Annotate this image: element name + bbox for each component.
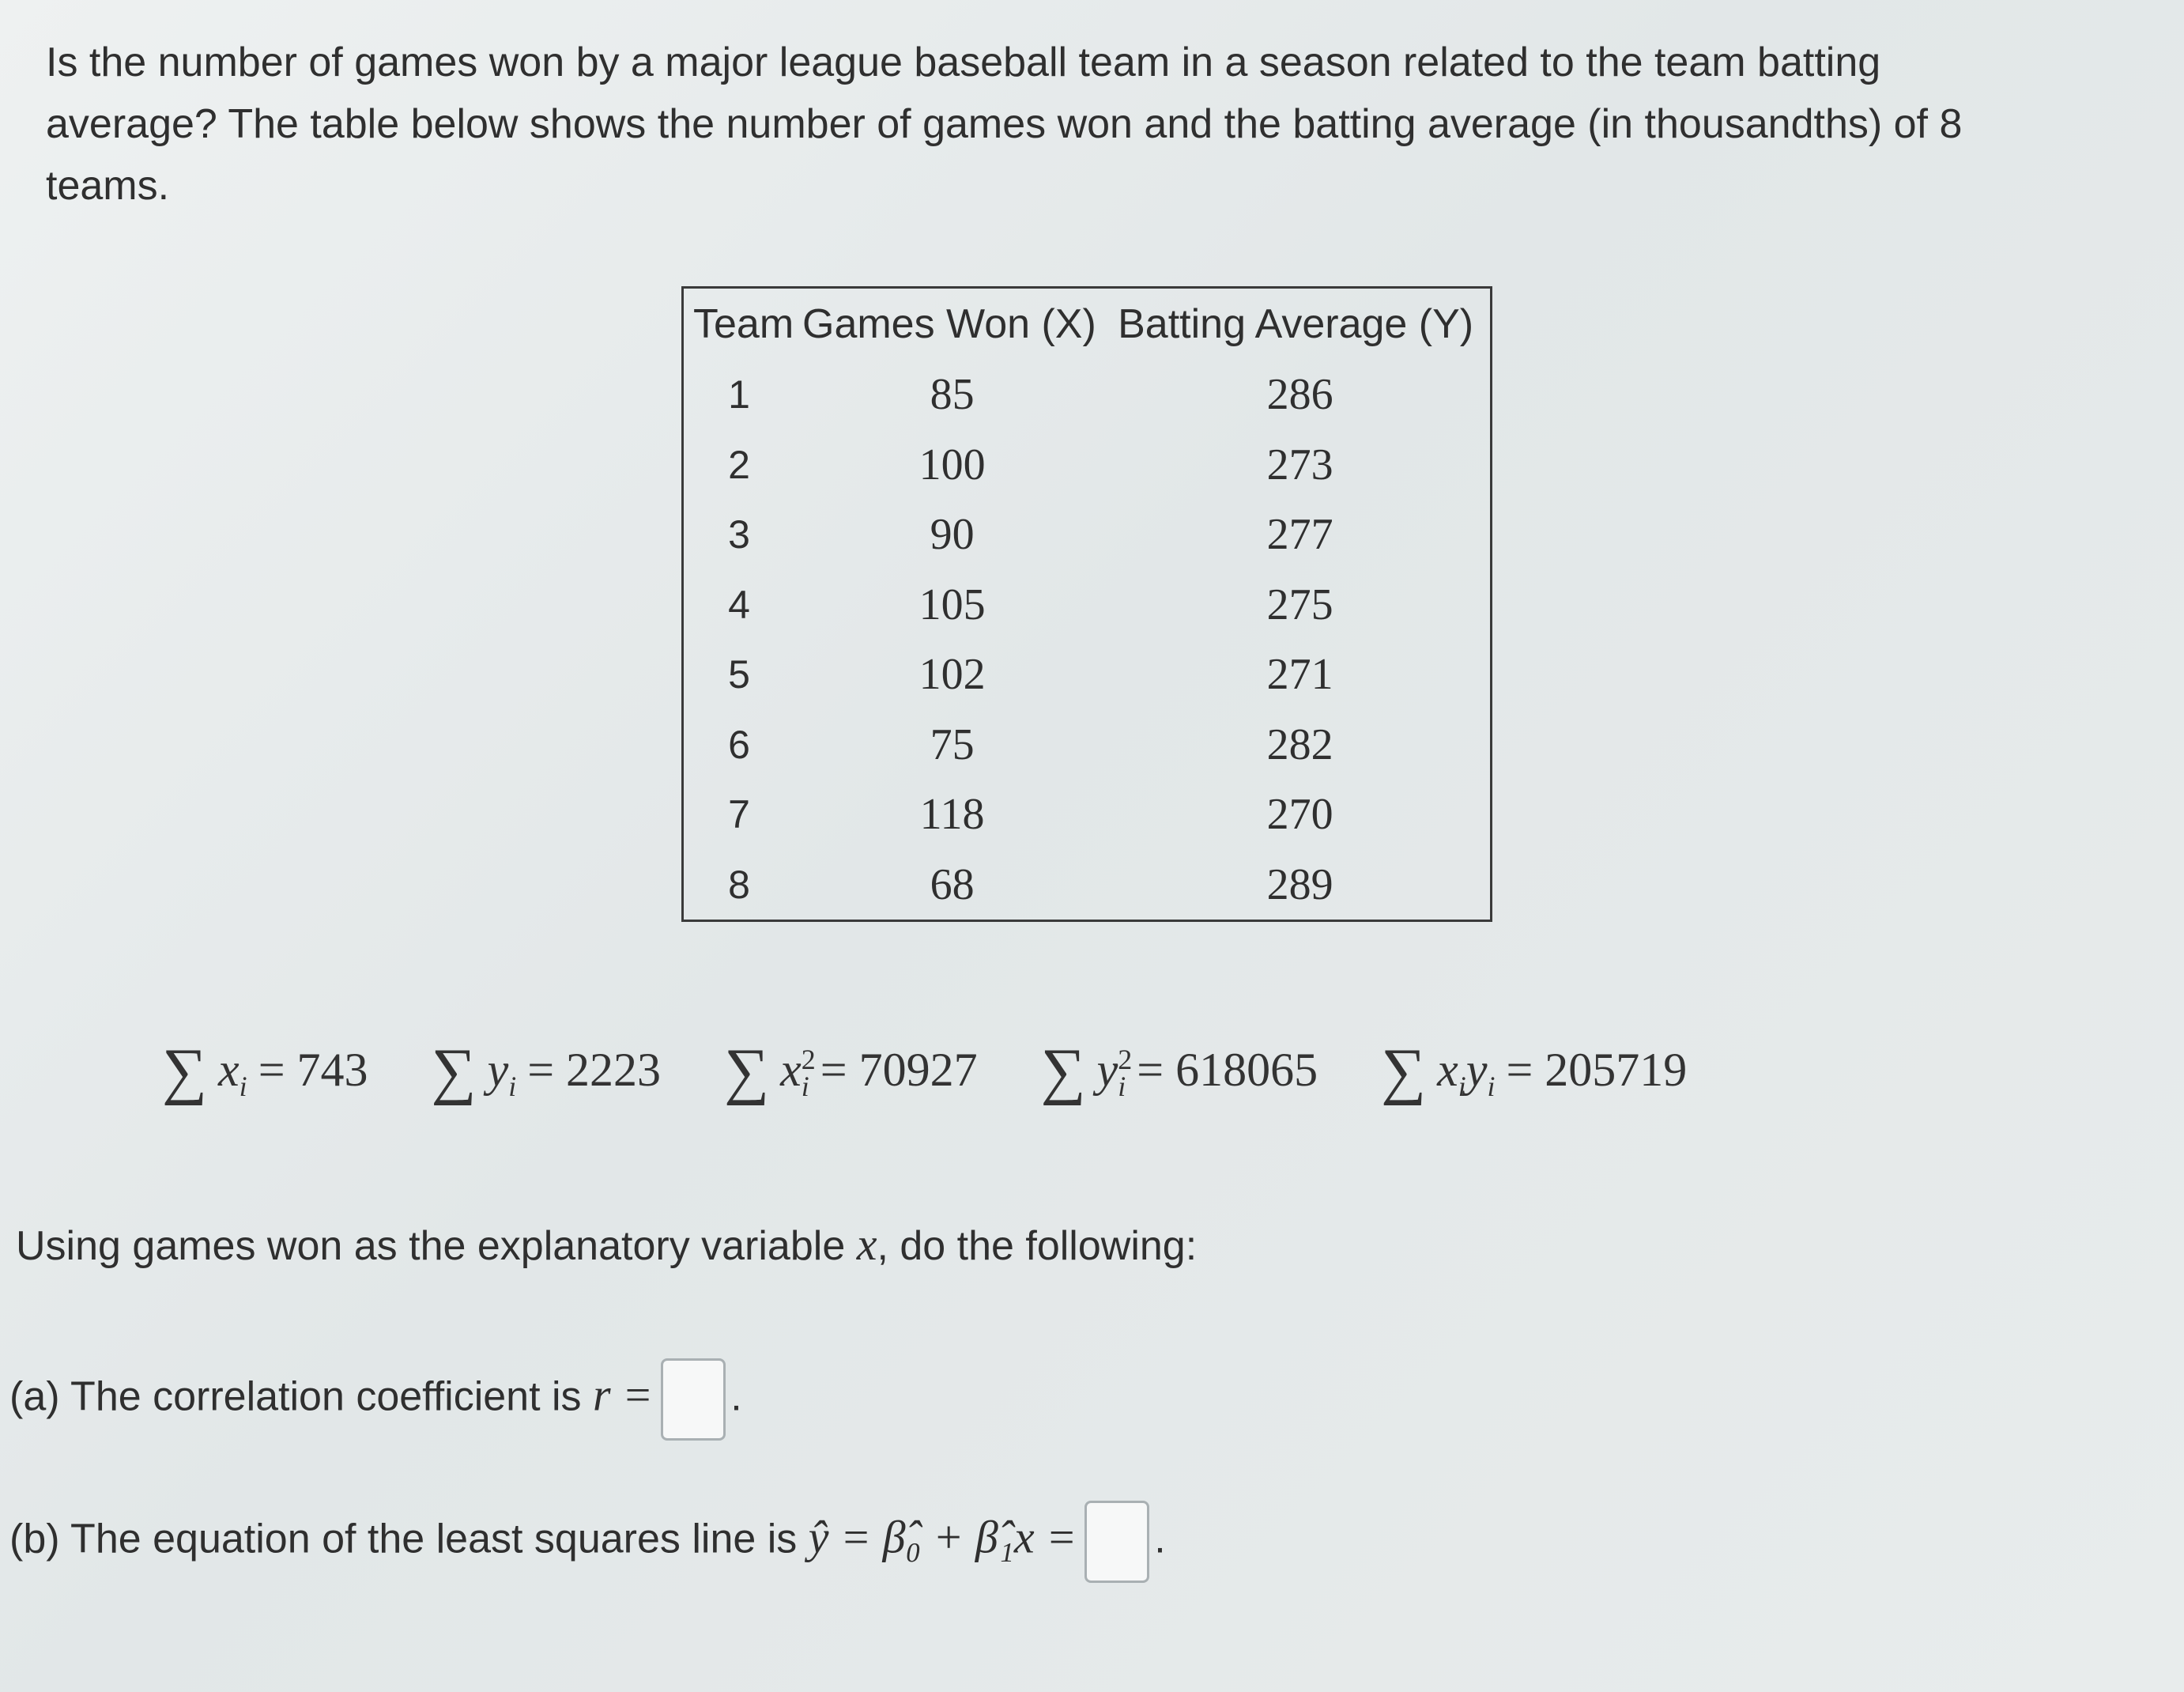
cell-batting-average: 273 xyxy=(1266,440,1333,489)
cell-games-won: 75 xyxy=(930,719,975,769)
instruction-after: , do the following: xyxy=(877,1223,1198,1269)
instruction-before: Using games won as the explanatory variable xyxy=(16,1223,857,1269)
cell-batting-average: 289 xyxy=(1266,859,1333,909)
cell-games-won: 105 xyxy=(918,580,986,629)
summation-variable: x xyxy=(218,1044,240,1096)
table-row xyxy=(684,640,1490,710)
summation-subscript-2: i xyxy=(1487,1071,1496,1102)
intro-line-2: average? The table below shows the number of games won and the batting average (in thousandths) of 8 xyxy=(46,101,1963,147)
summation-subscript: i xyxy=(1118,1071,1126,1102)
summation-item xyxy=(724,1036,978,1108)
cell-batting-average: 270 xyxy=(1266,790,1333,840)
intro-line-1: Is the number of games won by a major league baseball team in a season related to the team batting xyxy=(46,40,1881,85)
question-a-suffix: . xyxy=(730,1373,742,1420)
cell-batting-average: 277 xyxy=(1266,510,1333,560)
cell-team: 1 xyxy=(728,372,750,417)
question-b-math: ŷ = β̂₀ + β̂₁x = xyxy=(808,1511,1077,1563)
cell-team: 8 xyxy=(728,862,750,907)
problem-intro xyxy=(46,32,2101,217)
sigma-symbol: ∑ xyxy=(431,1037,477,1106)
cell-games-won: 68 xyxy=(930,859,975,909)
cell-games-won: 102 xyxy=(918,650,986,700)
cell-games-won: 90 xyxy=(930,510,975,560)
summation-subscript: i xyxy=(801,1071,809,1102)
cell-games-won: 100 xyxy=(918,440,986,489)
summation-value: = 618065 xyxy=(1137,1044,1318,1096)
sigma-symbol: ∑ xyxy=(162,1037,208,1106)
sigma-symbol: ∑ xyxy=(1381,1037,1427,1106)
summation-item xyxy=(1041,1036,1318,1108)
summation-subscript: i xyxy=(508,1071,517,1102)
summation-exponent: 2 xyxy=(1118,1044,1133,1075)
data-table-container xyxy=(681,286,1492,922)
summation-value: = 205719 xyxy=(1506,1044,1688,1096)
summation-values xyxy=(162,1036,2059,1108)
sigma-symbol: ∑ xyxy=(1040,1037,1086,1106)
table-row xyxy=(684,850,1490,920)
summation-value: = 70927 xyxy=(820,1044,978,1096)
cell-batting-average: 286 xyxy=(1266,370,1333,420)
instruction-variable: x xyxy=(856,1218,877,1270)
cell-batting-average: 282 xyxy=(1266,719,1333,769)
question-b-suffix: . xyxy=(1154,1516,1166,1562)
question-b xyxy=(9,1501,1166,1583)
table-row xyxy=(684,570,1490,640)
table-row xyxy=(684,500,1490,570)
table-row xyxy=(684,780,1490,850)
cell-team: 7 xyxy=(728,792,750,837)
summation-subscript: i xyxy=(1458,1071,1466,1102)
header-batting-average: Batting Average (Y) xyxy=(1118,301,1474,347)
summation-variable-2: y xyxy=(1465,1044,1488,1096)
table-body xyxy=(684,360,1490,920)
answer-box-b[interactable] xyxy=(1084,1501,1149,1583)
summation-exponent: 2 xyxy=(801,1044,816,1075)
summation-variable: x xyxy=(1437,1044,1458,1096)
question-b-text: (b) The equation of the least squares line is xyxy=(9,1516,809,1562)
cell-team: 4 xyxy=(728,582,750,627)
intro-line-3: teams. xyxy=(46,163,170,209)
table-row xyxy=(684,710,1490,780)
question-a-text: (a) The correlation coefficient is xyxy=(9,1373,593,1420)
summation-value: = 743 xyxy=(258,1044,368,1096)
data-table xyxy=(684,289,1490,920)
instruction-text xyxy=(16,1218,1197,1271)
summation-value: = 2223 xyxy=(527,1044,662,1096)
summation-item xyxy=(432,1036,662,1108)
cell-games-won: 118 xyxy=(919,790,985,840)
header-team: Team xyxy=(693,301,794,347)
header-games-won: Games Won (X) xyxy=(802,301,1096,347)
cell-team: 6 xyxy=(728,722,750,767)
cell-team: 3 xyxy=(728,512,750,557)
cell-games-won: 85 xyxy=(930,370,975,420)
table-row xyxy=(684,430,1490,500)
sigma-symbol: ∑ xyxy=(724,1037,770,1106)
question-a xyxy=(9,1358,742,1441)
table-row xyxy=(684,360,1490,430)
table-header-row xyxy=(684,289,1490,360)
summation-subscript: i xyxy=(239,1071,247,1102)
summation-variable: y xyxy=(487,1044,509,1096)
summation-item xyxy=(1381,1036,1687,1108)
cell-batting-average: 271 xyxy=(1266,650,1333,700)
cell-team: 5 xyxy=(728,652,750,697)
summation-variable: x xyxy=(780,1044,802,1096)
cell-team: 2 xyxy=(728,442,750,487)
summation-variable: y xyxy=(1096,1044,1118,1096)
summation-item xyxy=(162,1036,368,1108)
question-a-math: r = xyxy=(592,1369,654,1421)
cell-batting-average: 275 xyxy=(1266,580,1333,629)
answer-box-a[interactable] xyxy=(661,1358,726,1441)
